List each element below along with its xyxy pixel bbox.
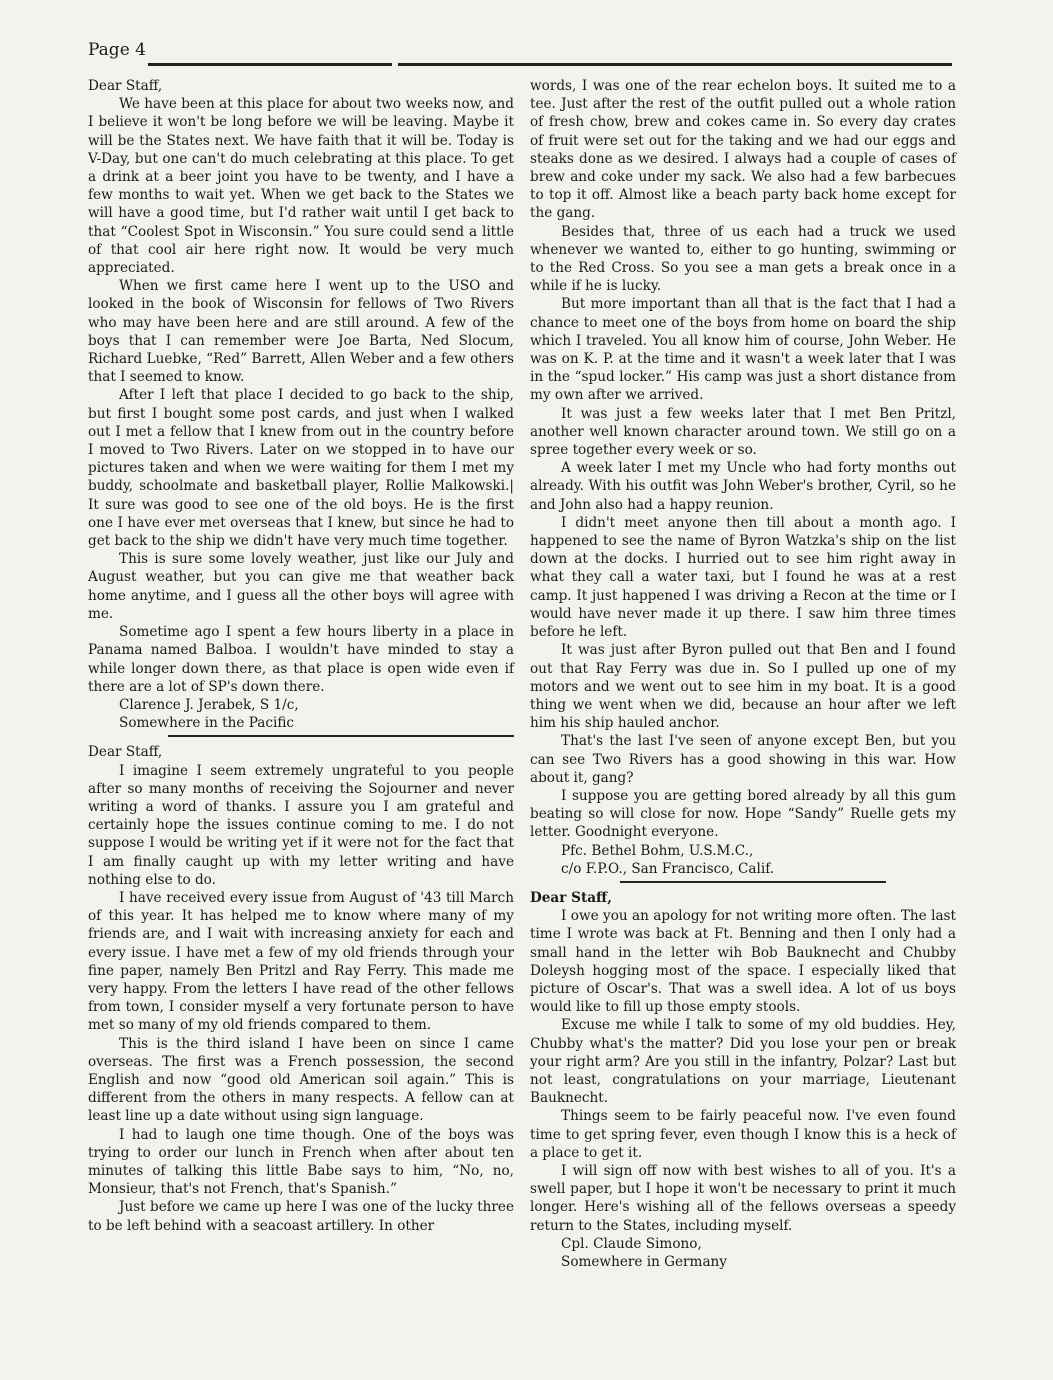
header-rule-right xyxy=(398,63,952,66)
letter-paragraph: Besides that, three of us each had a truck we used whenever we wanted to, either to go hunting, swimming or to the Red Cross. So you see a man gets a break once in a while if he is lucky. xyxy=(530,223,956,295)
letter-paragraph: Things seem to be fairly peaceful now. I've even found time to get spring fever, even though I know this is a heck of a place to get it. xyxy=(530,1108,956,1161)
letter-paragraph: This is the third island I have been on since I came overseas. The first was a French possession, the second English and now “good old American soil again.” This is different from the others in many respects. A fellow can at least line up a date without using sign language. xyxy=(88,1035,514,1125)
letter-paragraph: I owe you an apology for not writing more often. The last time I wrote was back at Ft. Benning and then I only had a small hand in the letter wih Bob Bauknecht and Chubby Doleysh hogging most of the space. I especially liked that picture of Oscar's. That was a swell idea. A lot of us boys would like to fill up those empty stools. xyxy=(530,908,956,1016)
page-number: Page 4 xyxy=(88,40,146,60)
letter-paragraph: Sometime ago I spent a few hours liberty in a place in Panama named Balboa. I wouldn't have minded to stay a while longer down there, as that place is open wide even if there are a lot of SP's down there. xyxy=(88,624,514,695)
letter-paragraph: After I left that place I decided to go back to the ship, but first I bought some post cards, and just when I walked out I met a fellow that I knew from out in the country before I moved to Two Rivers. Later on we stopped in to have our pictures taken and when we were waiting for them I met my buddy, schoolmate and basketball player, Rollie Malkowski.| It sure was good to see one of the old boys. He is the first one I have ever met overseas that I knew, but since he had to get back to the ship we didn't have very much time together. xyxy=(88,387,514,550)
letter-paragraph: I suppose you are getting bored already by all this gum beating so will close for now. Hope “Sandy” Ruelle gets my letter. Goodnight everyone. xyxy=(530,787,956,841)
letter-paragraph: We have been at this place for about two weeks now, and I believe it won't be long before we will be leaving. Maybe it will be the States next. We have faith that it will be. Today is V-Day, but one can't do much celebrating at this place. To get a drink at a beer joint you have to be twenty, and I have a few months to wait yet. When we get back to the States we will have a good time, but I'd rather wait until I get back to that “Coolest Spot in Wisconsin.” You sure could send a little of that cool air here right now. It would be very much appreciated. xyxy=(88,96,514,277)
letter-continuation: words, I was one of the rear echelon boys. It suited me to a tee. Just after the rest of the outfit pulled out a whole ration of fresh chow, brew and cokes came in. So every day crates of fruit were set out for the taking and we had our eggs and steaks done as we desired. I always had a couple of cases of brew and coke under my sack. We also had a few barbecues to top it off. Almost like a beach party back home except for the gang. xyxy=(530,78,956,222)
letter-paragraph: I had to laugh one time though. One of the boys was trying to order our lunch in French when after about ten minutes of talking this little Babe says to him, “No, no, Monsieur, that's not French, that's Spanish.” xyxy=(88,1126,514,1198)
letter-salutation: Dear Staff, xyxy=(88,744,163,761)
letter-salutation: Dear Staff, xyxy=(530,889,612,906)
letter-paragraph: I have received every issue from August of '43 till March of this year. It has helped me to know where many of my friends are, and I wait with increasing anxiety for each and every issue. I have met a few of my old friends through your fine paper, namely Ben Pritzl and Ray Ferry. This made me very happy. From the letters I have read of the other fellows from town, I consider myself a very fortunate person to have met so many of my old friends compared to them. xyxy=(88,889,514,1034)
left-column xyxy=(88,77,514,1235)
letter-paragraph: But more important than all that is the fact that I had a chance to meet one of the boys from home on board the ship which I traveled. You all know him of course, John Weber. He was on K. P. at the time and it wasn't a week later that I was in the “spud locker.” His camp was just a short distance from my own after we arrived. xyxy=(530,296,956,404)
letter-paragraph: It was just a few weeks later that I met Ben Pritzl, another well known character around town. We still go on a spree together every week or so. xyxy=(530,405,956,459)
letter-paragraph: That's the last I've seen of anyone except Ben, but you can see Two Rivers has a good showing in this war. How about it, gang? xyxy=(530,733,956,786)
letter-salutation: Dear Staff, xyxy=(88,78,163,94)
letter-paragraph: I imagine I seem extremely ungrateful to you people after so many months of receiving the Sojourner and never writing a word of thanks. I assure you I am grateful and certainly hope the issues continue coming to me. I do not suppose I would be writing yet if it were not for the fact that I am finally caught up with my letter writing and have nothing else to do. xyxy=(88,762,514,888)
signature-location: Somewhere in the Pacific xyxy=(119,715,295,732)
letter-paragraph: I will sign off now with best wishes to all of you. It's a swell paper, but I hope it won't be necessary to print it much longer. Here's wishing all of the fellows overseas a speedy return to the States, including myself. xyxy=(530,1162,956,1234)
signature-name: Clarence J. Jerabek, S 1/c, xyxy=(119,696,299,713)
letter-simono xyxy=(530,889,956,1271)
signature-location: Somewhere in Germany xyxy=(561,1254,727,1270)
letter-paragraph: Just before we came up here I was one of the lucky three to be left behind with a seacoast artillery. In other xyxy=(88,1199,514,1234)
signature-name: Pfc. Bethel Bohm, U.S.M.C., xyxy=(561,842,754,859)
letter-divider xyxy=(620,881,886,883)
letter-divider xyxy=(168,735,514,737)
letter-paragraph: This is sure some lovely weather, just like our July and August weather, but you can give me that weather back home anytime, and I guess all the other boys will agree with me. xyxy=(88,551,514,622)
letter-paragraph: A week later I met my Uncle who had forty months out already. With his outfit was John Weber's brother, Cyril, so he and John also had a happy reunion. xyxy=(530,460,956,513)
signature-name: Cpl. Claude Simono, xyxy=(561,1235,702,1252)
signature-location: c/o F.P.O., San Francisco, Calif. xyxy=(561,860,775,877)
letter-paragraph: It was just after Byron pulled out that Ben and I found out that Ray Ferry was due in. So I pulled up one of my motors and we went out to see him in my boat. It is a good thing we went when we did, because an hour after we left him his ship hauled anchor. xyxy=(530,642,956,732)
header-rule-left xyxy=(148,63,392,66)
right-column xyxy=(530,77,956,1271)
letter-paragraph: When we first came here I went up to the USO and looked in the book of Wisconsin for fellows of Two Rivers who may have been here and are still around. A few of the boys that I can remember were Joe Barta, Ned Slocum, Richard Luebke, “Red” Barrett, Allen Weber and a few others that I seemed to know. xyxy=(88,278,514,386)
letter-bohm-part2 xyxy=(530,77,956,878)
letter-bohm-part1 xyxy=(88,743,514,1234)
letter-jerabek xyxy=(88,77,514,732)
letter-paragraph: Excuse me while I talk to some of my old buddies. Hey, Chubby what's the matter? Did you lose your pen or break your right arm? Are you still in the infantry, Polzar? Last but not least, congratulations on your marriage, Lieutenant Bauknecht. xyxy=(530,1017,956,1107)
letter-paragraph: I didn't meet anyone then till about a month ago. I happened to see the name of Byron Watzka's ship on the list down at the docks. I hurried out to see him right away in what they call a water taxi, but I found he was at a rest camp. It just happened I was driving a Recon at the time or I would have never made it up there. I saw him three times before he left. xyxy=(530,514,956,641)
